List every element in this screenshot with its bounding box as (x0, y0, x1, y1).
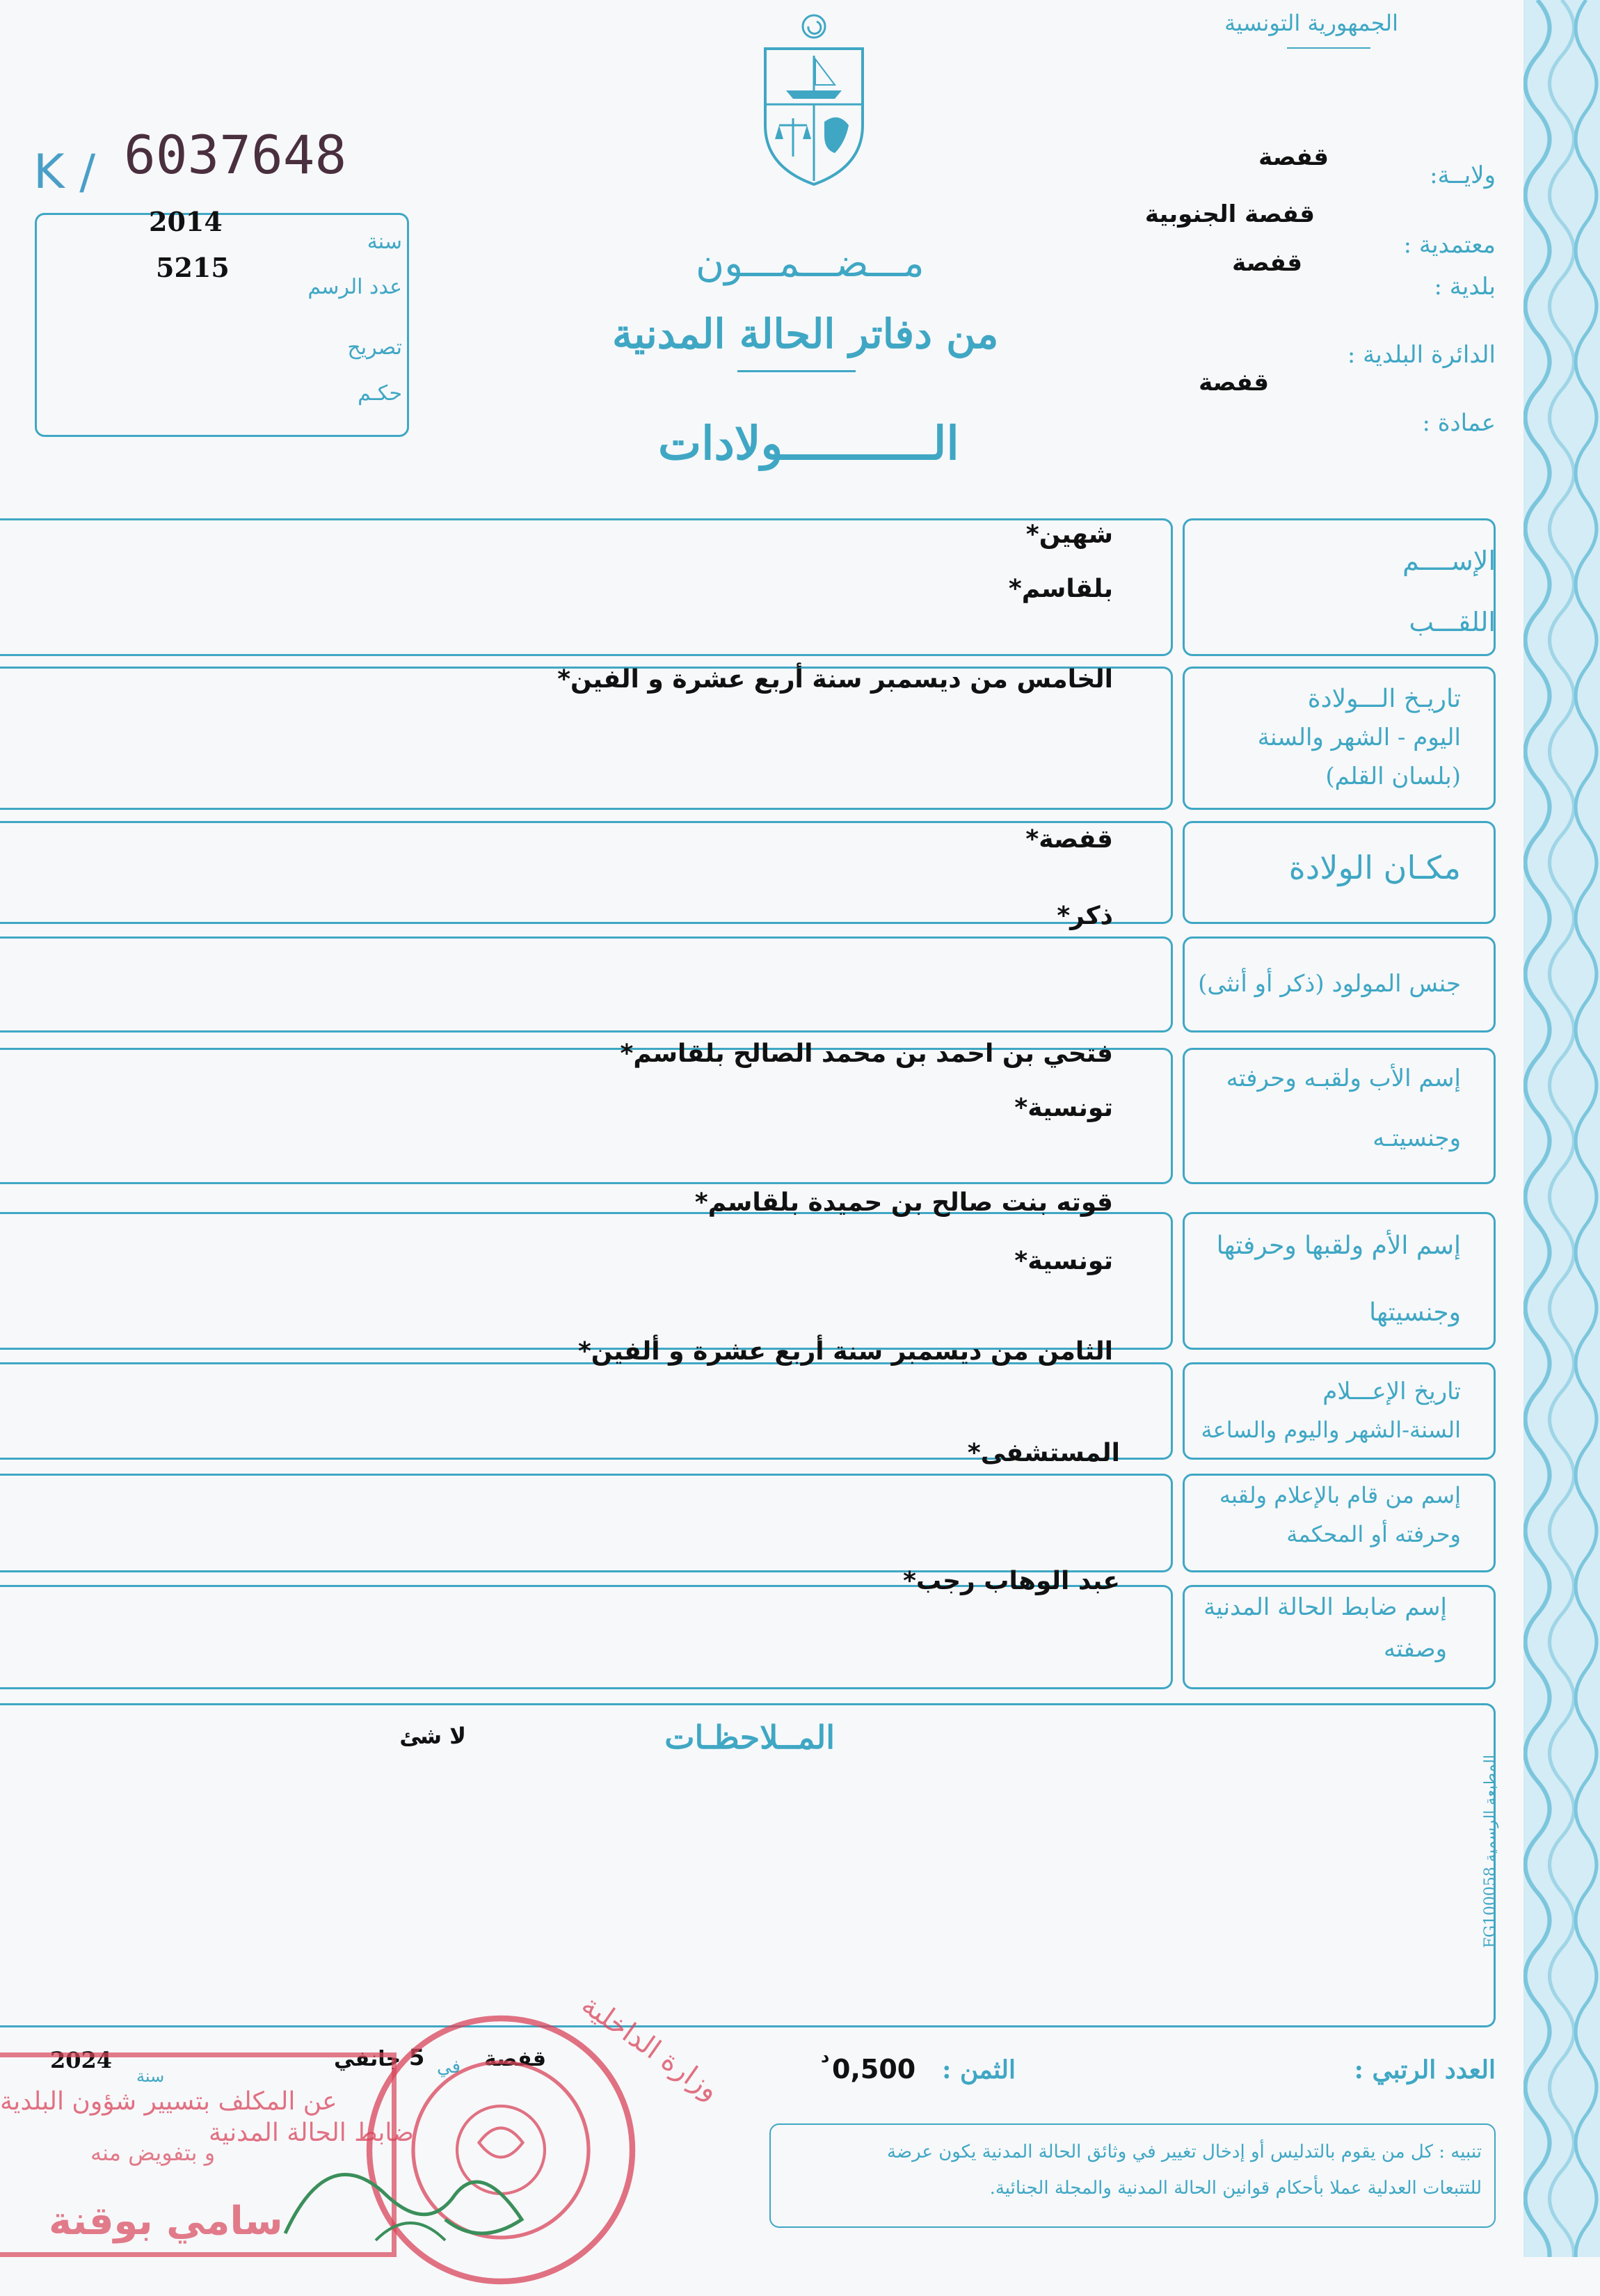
delegation-label: معتمدية : (1403, 231, 1496, 259)
label-mother-nationality: وجنسيتها (1369, 1298, 1461, 1327)
footer-serial-label: العدد الرتبي : (1354, 2055, 1496, 2084)
issue-month: جانفي (334, 2047, 401, 2071)
title-line1: مـــضـــمـــون (696, 241, 925, 286)
value-name: شهين* (1025, 520, 1113, 549)
issue-year-label: سنة (136, 2066, 165, 2086)
value-box-mother (0, 1212, 1173, 1350)
serial-number: 6037648 (124, 124, 347, 186)
label-birth-date: تاريـخ الـــولادة (1307, 685, 1461, 713)
title-underline (737, 370, 856, 372)
remarks-label: المــلاحظـات (664, 1719, 835, 1756)
label-birth-date-words: (بلسان القلم) (1325, 763, 1461, 790)
warning-line2: للتتبعات العدلية عملا بأحكام قوانين الحالة المدنية والمجلة الجنائية. (989, 2178, 1482, 2199)
delegation-value: قفصة الجنوبية (1144, 200, 1315, 228)
label-declaration-date-format: السنة-الشهر واليوم والساعة (1201, 1417, 1461, 1443)
value-box-birth-place (0, 821, 1173, 924)
value-box-declarant (0, 1474, 1173, 1572)
label-father: إسم الأب ولقبـه وحرفته (1226, 1065, 1461, 1092)
value-birth-date: الخامس من ديسمبر سنة أربع عشرة و الفين* (557, 665, 1113, 694)
label-father-nationality: وجنسيتـه (1373, 1124, 1461, 1152)
warning-line1: تنبيه : كل من يقوم بالتدليس أو إدخال تغيير في وثائق الحالة المدنية يكون عرضة (887, 2142, 1482, 2162)
governorate-label: ولايــة: (1430, 161, 1496, 189)
label-declaration-date: تاريخ الإعـــلام (1322, 1378, 1461, 1405)
issue-year: 2024 (50, 2047, 113, 2073)
municipality-value: قفصة (1232, 249, 1302, 277)
label-birth-place: مكـان الولادة (1288, 849, 1461, 886)
label-mother: إسم الأم ولقبها وحرفتها (1216, 1231, 1461, 1260)
label-officer: إسم ضابط الحالة المدنية (1203, 1593, 1447, 1621)
value-box-name (0, 518, 1173, 656)
value-box-father (0, 1048, 1173, 1184)
handwritten-signature (271, 2115, 550, 2254)
label-officer-title: وصفته (1384, 1635, 1447, 1663)
declaration-label: تصريح (347, 335, 402, 360)
year-label: سنة (367, 230, 402, 254)
warning-box (769, 2123, 1496, 2228)
value-declaration-date: الثامن من ديسمبر سنة أربع عشرة و ألفين* (577, 1337, 1113, 1366)
issue-day: 5 (409, 2044, 425, 2071)
judgment-label: حكـم (358, 381, 402, 406)
remarks-value: لا شئ (399, 1723, 466, 1749)
governorate-value: قفصة (1258, 143, 1329, 171)
stamp-line2: ضابط الحالة المدنية (209, 2119, 414, 2147)
title-line3: الـــــــــــولادات (658, 416, 959, 470)
republic-title: الجمهورية التونسية (1224, 10, 1398, 36)
year-value: 2014 (149, 206, 223, 237)
label-name: الإســــم (1402, 545, 1496, 576)
title-line2: من دفاتر الحالة المدنية (612, 310, 999, 358)
label-declarant: إسم من قام بالإعلام ولقبه (1219, 1482, 1461, 1508)
stamp-line1: عن المكلف بتسيير شؤون البلدية (0, 2087, 337, 2116)
issue-place: قفصة (484, 2047, 546, 2071)
stamp-line3: و بتفويض منه (90, 2139, 216, 2166)
price-label: الثمن : (942, 2055, 1016, 2084)
value-officer: عبد الوهاب رجب* (903, 1567, 1120, 1595)
district-value: قفصة (1199, 369, 1269, 397)
price-value: 0,500 (832, 2054, 916, 2084)
value-surname: بلقاسم* (1008, 575, 1113, 603)
round-seal-text: وزارة الداخلية (575, 1988, 726, 2107)
label-surname: اللقـــب (1409, 607, 1496, 637)
registry-value: 5215 (156, 252, 230, 283)
municipality-label: بلدية : (1434, 273, 1496, 301)
sector-label: عمادة : (1422, 409, 1496, 437)
registry-label: عدد الرسم (307, 275, 402, 299)
value-father: فتحي بن احمد بن محمد الصالح بلقاسم* (620, 1039, 1113, 1068)
guilloche-border (1523, 0, 1600, 2257)
republic-underline (1287, 47, 1370, 49)
value-box-officer (0, 1585, 1173, 1689)
label-box-declaration-date (1183, 1362, 1496, 1460)
printer-mark: المطبعة الرسمية FG100058 (1482, 1755, 1499, 1948)
serial-prefix: K / (33, 145, 96, 200)
price-unit: د (821, 2047, 830, 2066)
registry-box (35, 213, 409, 437)
value-declarant: المستشفى* (967, 1439, 1120, 1467)
district-label: الدائرة البلدية : (1347, 341, 1496, 369)
label-sex: جنس المولود (ذكر أو أنثى) (1198, 970, 1461, 998)
value-father-nationality: تونسية* (1014, 1094, 1113, 1122)
value-birth-place: قفصة* (1025, 825, 1113, 854)
value-box-sex (0, 936, 1173, 1033)
coat-of-arms-emblem (751, 7, 877, 188)
label-birth-date-format: اليوم - الشهر والسنة (1257, 724, 1461, 751)
stamp-name: سامي بوقنة (49, 2199, 283, 2244)
value-mother: قوته بنت صالح بن حميدة بلقاسم* (694, 1188, 1113, 1217)
value-mother-nationality: تونسية* (1014, 1247, 1113, 1275)
issue-in-label: في (437, 2057, 461, 2078)
label-declarant-profession: وحرفته أو المحكمة (1286, 1521, 1461, 1547)
value-sex: ذكر* (1057, 902, 1113, 930)
